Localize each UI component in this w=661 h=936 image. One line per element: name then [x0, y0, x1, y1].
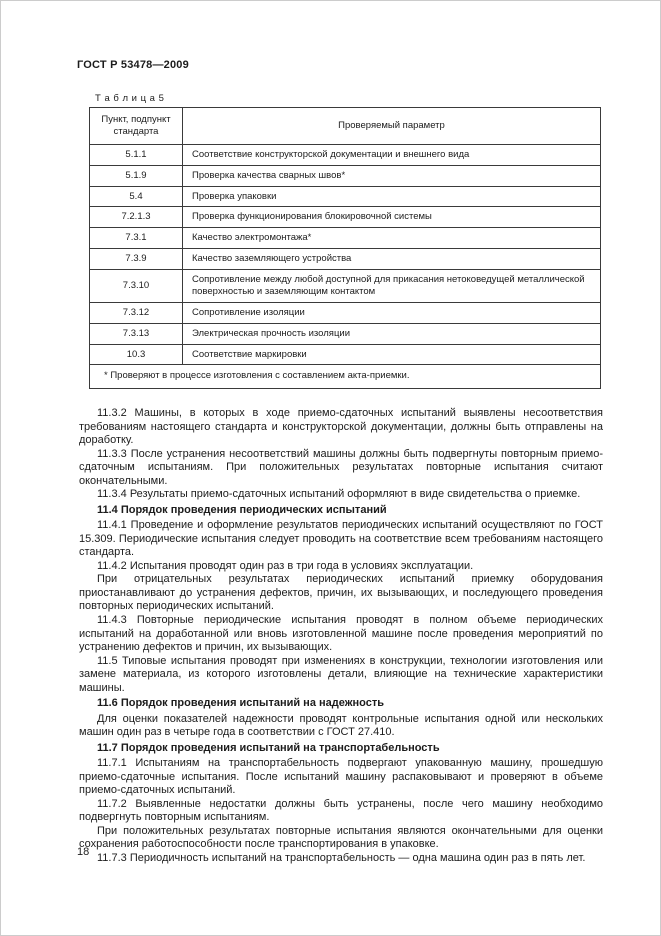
- paragraph-11-4-1: 11.4.1 Проведение и оформление результатов периодических испытаний осуществляют по ГОСТ 15.309. Периодические испытания следует проводить на соответствие всем требованиям настоящего стандарта.: [79, 519, 603, 559]
- table-row: [90, 249, 601, 270]
- parameters-table: [89, 107, 601, 389]
- parameter-cell: Проверка функционирования блокировочной системы: [183, 207, 601, 228]
- paragraph-11-3-2: 11.3.2 Машины, в которых в ходе приемо-сдаточных испытаний выявлены несоответствия требованиям настоящего стандарта и конструкторской документации, должны быть отправлены на доработку.: [79, 407, 603, 447]
- clause-cell: 5.4: [90, 186, 183, 207]
- table-row: [90, 228, 601, 249]
- clause-cell: 7.3.10: [90, 270, 183, 303]
- paragraph-11-4-3: 11.4.3 Повторные периодические испытания проводят в полном объеме периодических испытаний на доработанной или вновь изготовленной машине после проведения мероприятий по устранению дефектов и причин, их вызывающих.: [79, 613, 603, 654]
- table-row: [90, 344, 601, 365]
- table-block: [89, 93, 601, 389]
- table-row: [90, 165, 601, 186]
- table-footnote-row: [90, 365, 601, 389]
- heading-11-4: 11.4 Порядок проведения периодических испытаний: [97, 503, 387, 516]
- clause-cell: 7.3.1: [90, 228, 183, 249]
- paragraph-11-4-2-cont: При отрицательных результатах периодических испытаний приемку оборудования приостанавливают до устранения дефектов, причин, их вызывающих, и последующего проведения повторных периодических испытаний.: [79, 573, 603, 613]
- column-header-clause: Пункт, подпункт стандарта: [90, 108, 183, 145]
- paragraph-11-7-2-cont: При положительных результатах повторные испытания являются окончательными для оценки сохранения работоспособности после транспортирования в упаковке.: [79, 824, 603, 851]
- page-number: 18: [77, 846, 90, 858]
- paragraph-11-3-3: 11.3.3 После устранения несоответствий машины должны быть подвергнуты повторным приемо-сдаточным испытаниям. При положительных результатах повторные испытания считают окончательными.: [79, 447, 603, 487]
- doc-title: ГОСТ Р 53478—2009: [77, 59, 189, 71]
- parameter-cell: Проверка упаковки: [183, 186, 601, 207]
- table-footnote: * Проверяют в процессе изготовления с составлением акта-приемки.: [90, 365, 601, 389]
- clause-cell: 7.2.1.3: [90, 207, 183, 228]
- paragraph-11-7-3: 11.7.3 Периодичность испытаний на транспортабельность — одна машина один раз в пять лет.: [97, 851, 586, 864]
- parameter-cell: Проверка качества сварных швов*: [183, 165, 601, 186]
- paragraph-11-5: 11.5 Типовые испытания проводят при изменениях в конструкции, технологии изготовления или замене материала, из которого изготовлены детали, влияющие на технические характеристики машины.: [79, 654, 603, 694]
- paragraph-11-7-2: 11.7.2 Выявленные недостатки должны быть устранены, после чего машину необходимо подвергнуть повторным испытаниям.: [79, 797, 603, 824]
- parameter-cell: Соответствие конструкторской документации и внешнего вида: [183, 144, 601, 165]
- parameter-cell: Соответствие маркировки: [183, 344, 601, 365]
- clause-cell: 5.1.1: [90, 144, 183, 165]
- table-row: [90, 270, 601, 303]
- body-text: [79, 407, 603, 865]
- parameter-cell: Качество заземляющего устройства: [183, 249, 601, 270]
- paragraph-11-6-body: Для оценки показателей надежности проводят контрольные испытания одной или нескольких машин один раз в четыре года в соответствии с ГОСТ 27.410.: [79, 712, 603, 739]
- table-row: [90, 186, 601, 207]
- clause-cell: 7.3.9: [90, 249, 183, 270]
- heading-11-7: 11.7 Порядок проведения испытаний на транспортабельность: [97, 741, 440, 754]
- paragraph-11-3-4: 11.3.4 Результаты приемо-сдаточных испытаний оформляют в виде свидетельства о приемке.: [97, 488, 581, 501]
- clause-cell: 7.3.13: [90, 323, 183, 344]
- parameter-cell: Сопротивление изоляции: [183, 302, 601, 323]
- clause-cell: 10.3: [90, 344, 183, 365]
- heading-11-6: 11.6 Порядок проведения испытаний на надежность: [97, 697, 385, 710]
- parameter-cell: Электрическая прочность изоляции: [183, 323, 601, 344]
- table-row: [90, 302, 601, 323]
- table-row: [90, 323, 601, 344]
- page-content: [79, 93, 603, 865]
- table-caption: Т а б л и ц а 5: [95, 93, 165, 104]
- table-row: [90, 144, 601, 165]
- parameter-cell: Качество электромонтажа*: [183, 228, 601, 249]
- table-header-row: [90, 108, 601, 145]
- column-header-parameter: Проверяемый параметр: [183, 108, 601, 145]
- paragraph-11-4-2: 11.4.2 Испытания проводят один раз в три года в условиях эксплуатации.: [97, 559, 474, 572]
- clause-cell: 7.3.12: [90, 302, 183, 323]
- paragraph-11-7-1: 11.7.1 Испытаниям на транспортабельность подвергают упакованную машину, прошедшую приемо-сдаточные испытания. После испытаний машину распаковывают и проверяют в объеме приемо-сдаточных испытаний.: [79, 757, 603, 797]
- parameter-cell: Сопротивление между любой доступной для прикасания нетоковедущей металлической поверхностью и заземляющим контактом: [183, 270, 601, 303]
- clause-cell: 5.1.9: [90, 165, 183, 186]
- table-row: [90, 207, 601, 228]
